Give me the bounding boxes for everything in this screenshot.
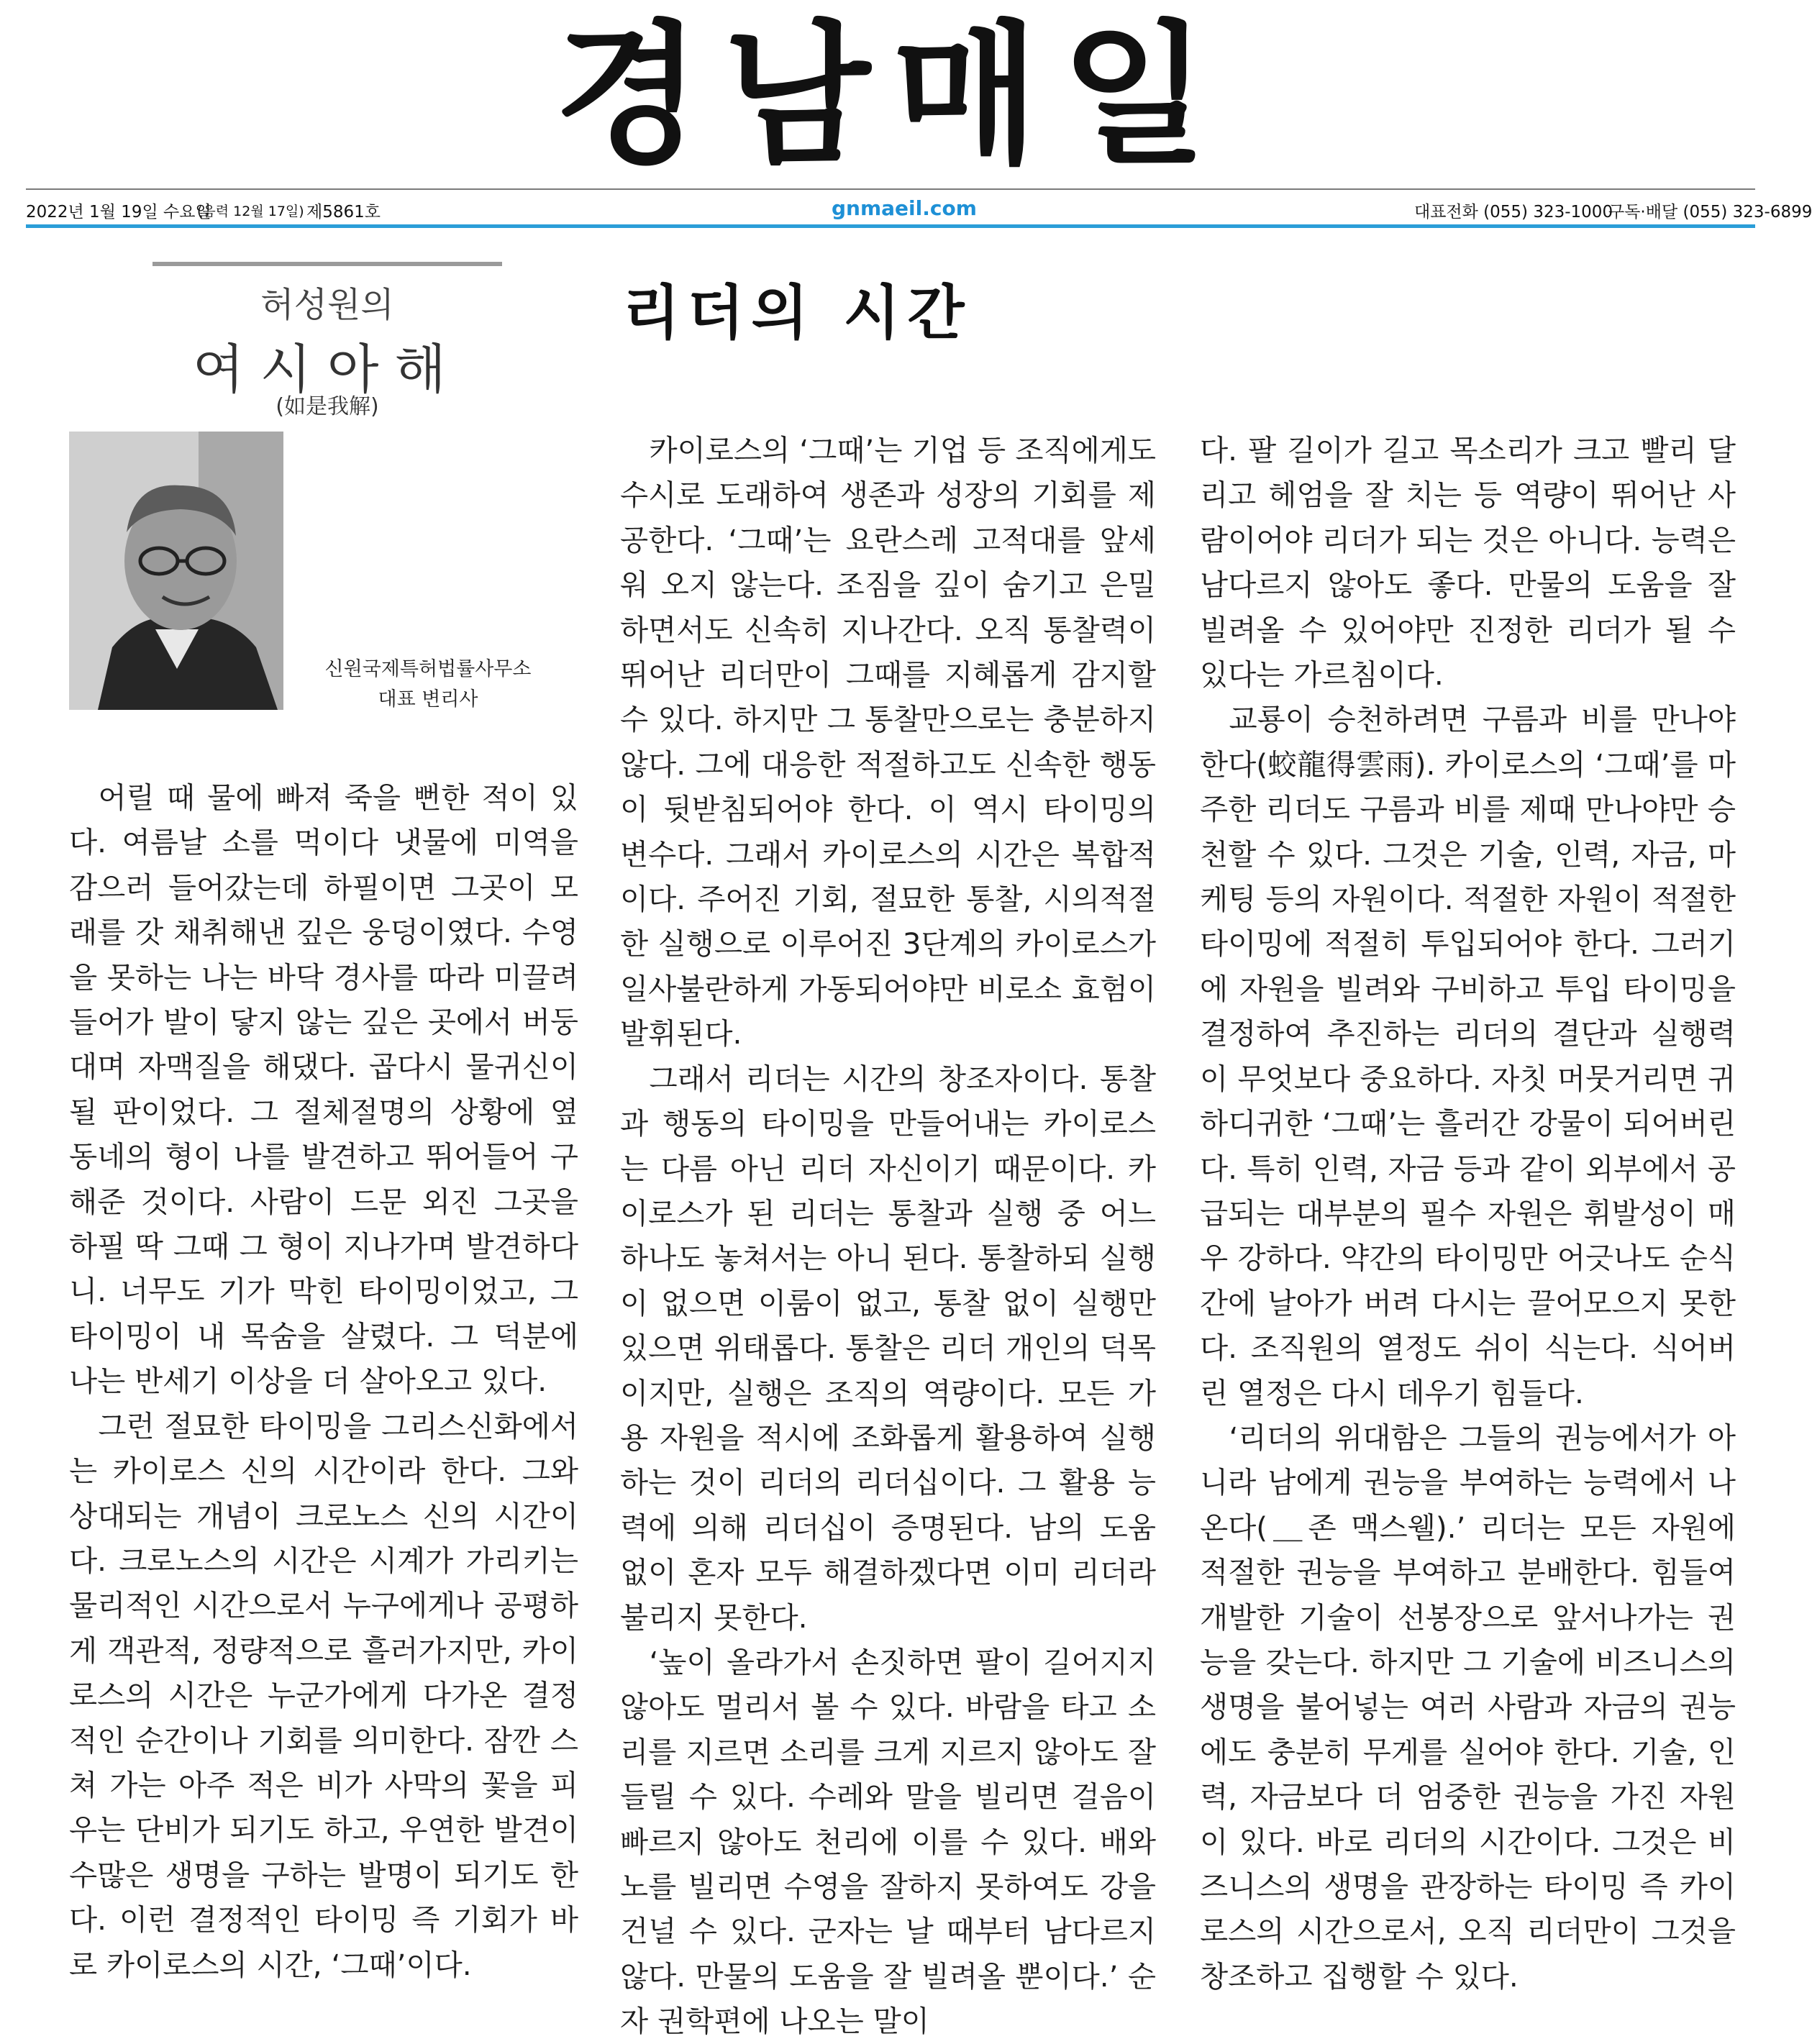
column-name: 여시아해 — [193, 339, 462, 401]
caption-role: 대표 변리사 — [378, 688, 478, 711]
article-title: 리더의 시간 — [623, 278, 972, 347]
column-header-rule — [152, 262, 502, 266]
paragraph: 교룡이 승천하려면 구름과 비를 만나야 한다(蛟龍得雲雨). 카이로스의 ‘그때’를 마주한 리더도 구름과 비를 제때 만나야만 승천할 수 있다. 그것은 기술, 인력, 자금, 마케팅 등의 자원이다. 적절한 자원이 적절한 타이밍에 적절히 투입되어야 한다. 그러기에 자원을 빌려와 구비하고 투입 타이밍을 결정하여 추진하는 리더의 결단과 실행력이 무엇보다 중요하다. 자칫 머뭇거리면 귀하디귀한 ‘그때’는 흘러간 강물이 되어버린다. 특히 인력, 자금 등과 같이 외부에서 공급되는 대부분의 필수 자원은 휘발성이 매우 강하다. 약간의 타이밍만 어긋나도 순식간에 날아가 버려 다시는 끌어모으지 못한다. 조직원의 열정도 쉬이 식는다. 식어버린 열정은 다시 데우기 힘들다. — [1200, 702, 1736, 1410]
paragraph: 다. 팔 길이가 길고 목소리가 크고 빨리 달리고 헤엄을 잘 치는 등 역량이 뛰어난 사람이어야 리더가 되는 것은 아니다. 능력은 남다르지 않아도 좋다. 만물의 도움을 잘 빌려올 수 있어야만 진정한 리더가 될 수 있다는 가르침이다. — [1200, 433, 1736, 693]
article-column-1 — [69, 775, 578, 1987]
newspaper-logo: 경남매일 — [554, 6, 1230, 184]
article-column-2 — [620, 428, 1156, 2044]
issue-number: 제5861호 — [306, 203, 381, 222]
article-column-3 — [1200, 428, 1736, 1999]
caption-organization: 신원국제특허법률사무소 — [324, 658, 532, 680]
header-blue-rule — [26, 224, 1755, 228]
lunar-date: (음력 12월 17일) — [197, 204, 304, 219]
paragraph: ‘리더의 위대함은 그들의 권능에서가 아니라 남에게 권능을 부여하는 능력에서 나온다(＿존 맥스웰).’ 리더는 모든 자원에 적절한 권능을 부여하고 분배한다. 힘들여 개발한 기술이 선봉장으로 앞서나가는 권능을 갖는다. 하지만 그 기술에 비즈니스의 생명을 불어넣는 여러 사람과 자금의 권능에도 충분히 무게를 실어야 한다. 기술, 인력, 자금보다 더 엄중한 권능을 가진 자원이 있다. 바로 리더의 시간이다. 그것은 비즈니스의 생명을 관장하는 타이밍 즉 카이로스의 시간으로서, 오직 리더만이 그것을 창조하고 집행할 수 있다. — [1200, 1420, 1736, 1994]
paragraph: 어릴 때 물에 빠져 죽을 뻔한 적이 있다. 여름날 소를 먹이다 냇물에 미역을 감으러 들어갔는데 하필이면 그곳이 모래를 갓 채취해낸 깊은 웅덩이였다. 수영을 못하는 나는 바닥 경사를 따라 미끌려 들어가 발이 닿지 않는 깊은 곳에서 버둥대며 자맥질을 해댔다. 곱다시 물귀신이 될 판이었다. 그 절체절명의 상황에 옆 동네의 형이 나를 발견하고 뛰어들어 구해준 것이다. 사람이 드문 외진 그곳을 하필 딱 그때 그 형이 지나가며 발견하다니. 너무도 기가 막힌 타이밍이었고, 그 타이밍이 내 목숨을 살렸다. 그 덕분에 나는 반세기 이상을 더 살아오고 있다. — [69, 780, 578, 1399]
masthead — [0, 6, 1784, 184]
main-phone: 대표전화 (055) 323-1000 — [1414, 203, 1613, 222]
info-bar — [26, 196, 1812, 223]
issue-date: 2022년 1월 19일 수요일 — [26, 203, 211, 222]
top-divider — [26, 188, 1755, 190]
paragraph: 카이로스의 ‘그때’는 기업 등 조직에게도 수시로 도래하여 생존과 성장의 기회를 제공한다. ‘그때’는 요란스레 고적대를 앞세워 오지 않는다. 조짐을 깊이 숨기고 은밀하면서도 신속히 지나간다. 오직 통찰력이 뛰어난 리더만이 그때를 지혜롭게 감지할 수 있다. 하지만 그 통찰만으로는 충분하지 않다. 그에 대응한 적절하고도 신속한 행동이 뒷받침되어야 한다. 이 역시 타이밍의 변수다. 그래서 카이로스의 시간은 복합적이다. 주어진 기회, 절묘한 통찰, 시의적절한 실행으로 이루어진 3단계의 카이로스가 일사불란하게 가동되어야만 비로소 효험이 발휘된다. — [620, 433, 1156, 1051]
photo-caption — [309, 654, 547, 715]
website-link[interactable]: gnmaeil.com — [832, 196, 977, 220]
column-hanja: (如是我解) — [276, 394, 379, 419]
subscription-phone: 구독·배달 (055) 323-6899 — [1608, 203, 1812, 222]
author-photo — [69, 432, 283, 710]
paragraph: 그런 절묘한 타이밍을 그리스신화에서는 카이로스 신의 시간이라 한다. 그와 상대되는 개념이 크로노스 신의 시간이다. 크로노스의 시간은 시계가 가리키는 물리적인 시간으로서 누구에게나 공평하게 객관적, 정량적으로 흘러가지만, 카이로스의 시간은 누군가에게 다가온 결정적인 순간이나 기회를 의미한다. 잠깐 스쳐 가는 아주 적은 비가 사막의 꽃을 피우는 단비가 되기도 하고, 우연한 발견이 수많은 생명을 구하는 발명이 되기도 한다. 이런 결정적인 타이밍 즉 기회가 바로 카이로스의 시간, ‘그때’이다. — [69, 1408, 578, 1982]
paragraph: ‘높이 올라가서 손짓하면 팔이 길어지지 않아도 멀리서 볼 수 있다. 바람을 타고 소리를 지르면 소리를 크게 지르지 않아도 잘 들릴 수 있다. 수레와 말을 빌리면 걸음이 빠르지 않아도 천리에 이를 수 있다. 배와 노를 빌리면 수영을 잘하지 못하여도 강을 건널 수 있다. 군자는 날 때부터 남다르지 않다. 만물의 도움을 잘 빌려올 뿐이다.’ 순자 권학편에 나오는 말이 — [620, 1644, 1156, 2039]
paragraph: 그래서 리더는 시간의 창조자이다. 통찰과 행동의 타이밍을 만들어내는 카이로스는 다름 아닌 리더 자신이기 때문이다. 카이로스가 된 리더는 통찰과 실행 중 어느 하나도 놓쳐서는 아니 된다. 통찰하되 실행이 없으면 이룸이 없고, 통찰 없이 실행만 있으면 위태롭다. 통찰은 리더 개인의 덕목이지만, 실행은 조직의 역량이다. 모든 가용 자원을 적시에 조화롭게 활용하여 실행하는 것이 리더의 리더십이다. 그 활용 능력에 의해 리더십이 증명된다. 남의 도움 없이 혼자 모두 해결하겠다면 이미 리더라 불리지 못한다. — [620, 1061, 1156, 1635]
column-author: 허성원의 — [260, 285, 394, 325]
